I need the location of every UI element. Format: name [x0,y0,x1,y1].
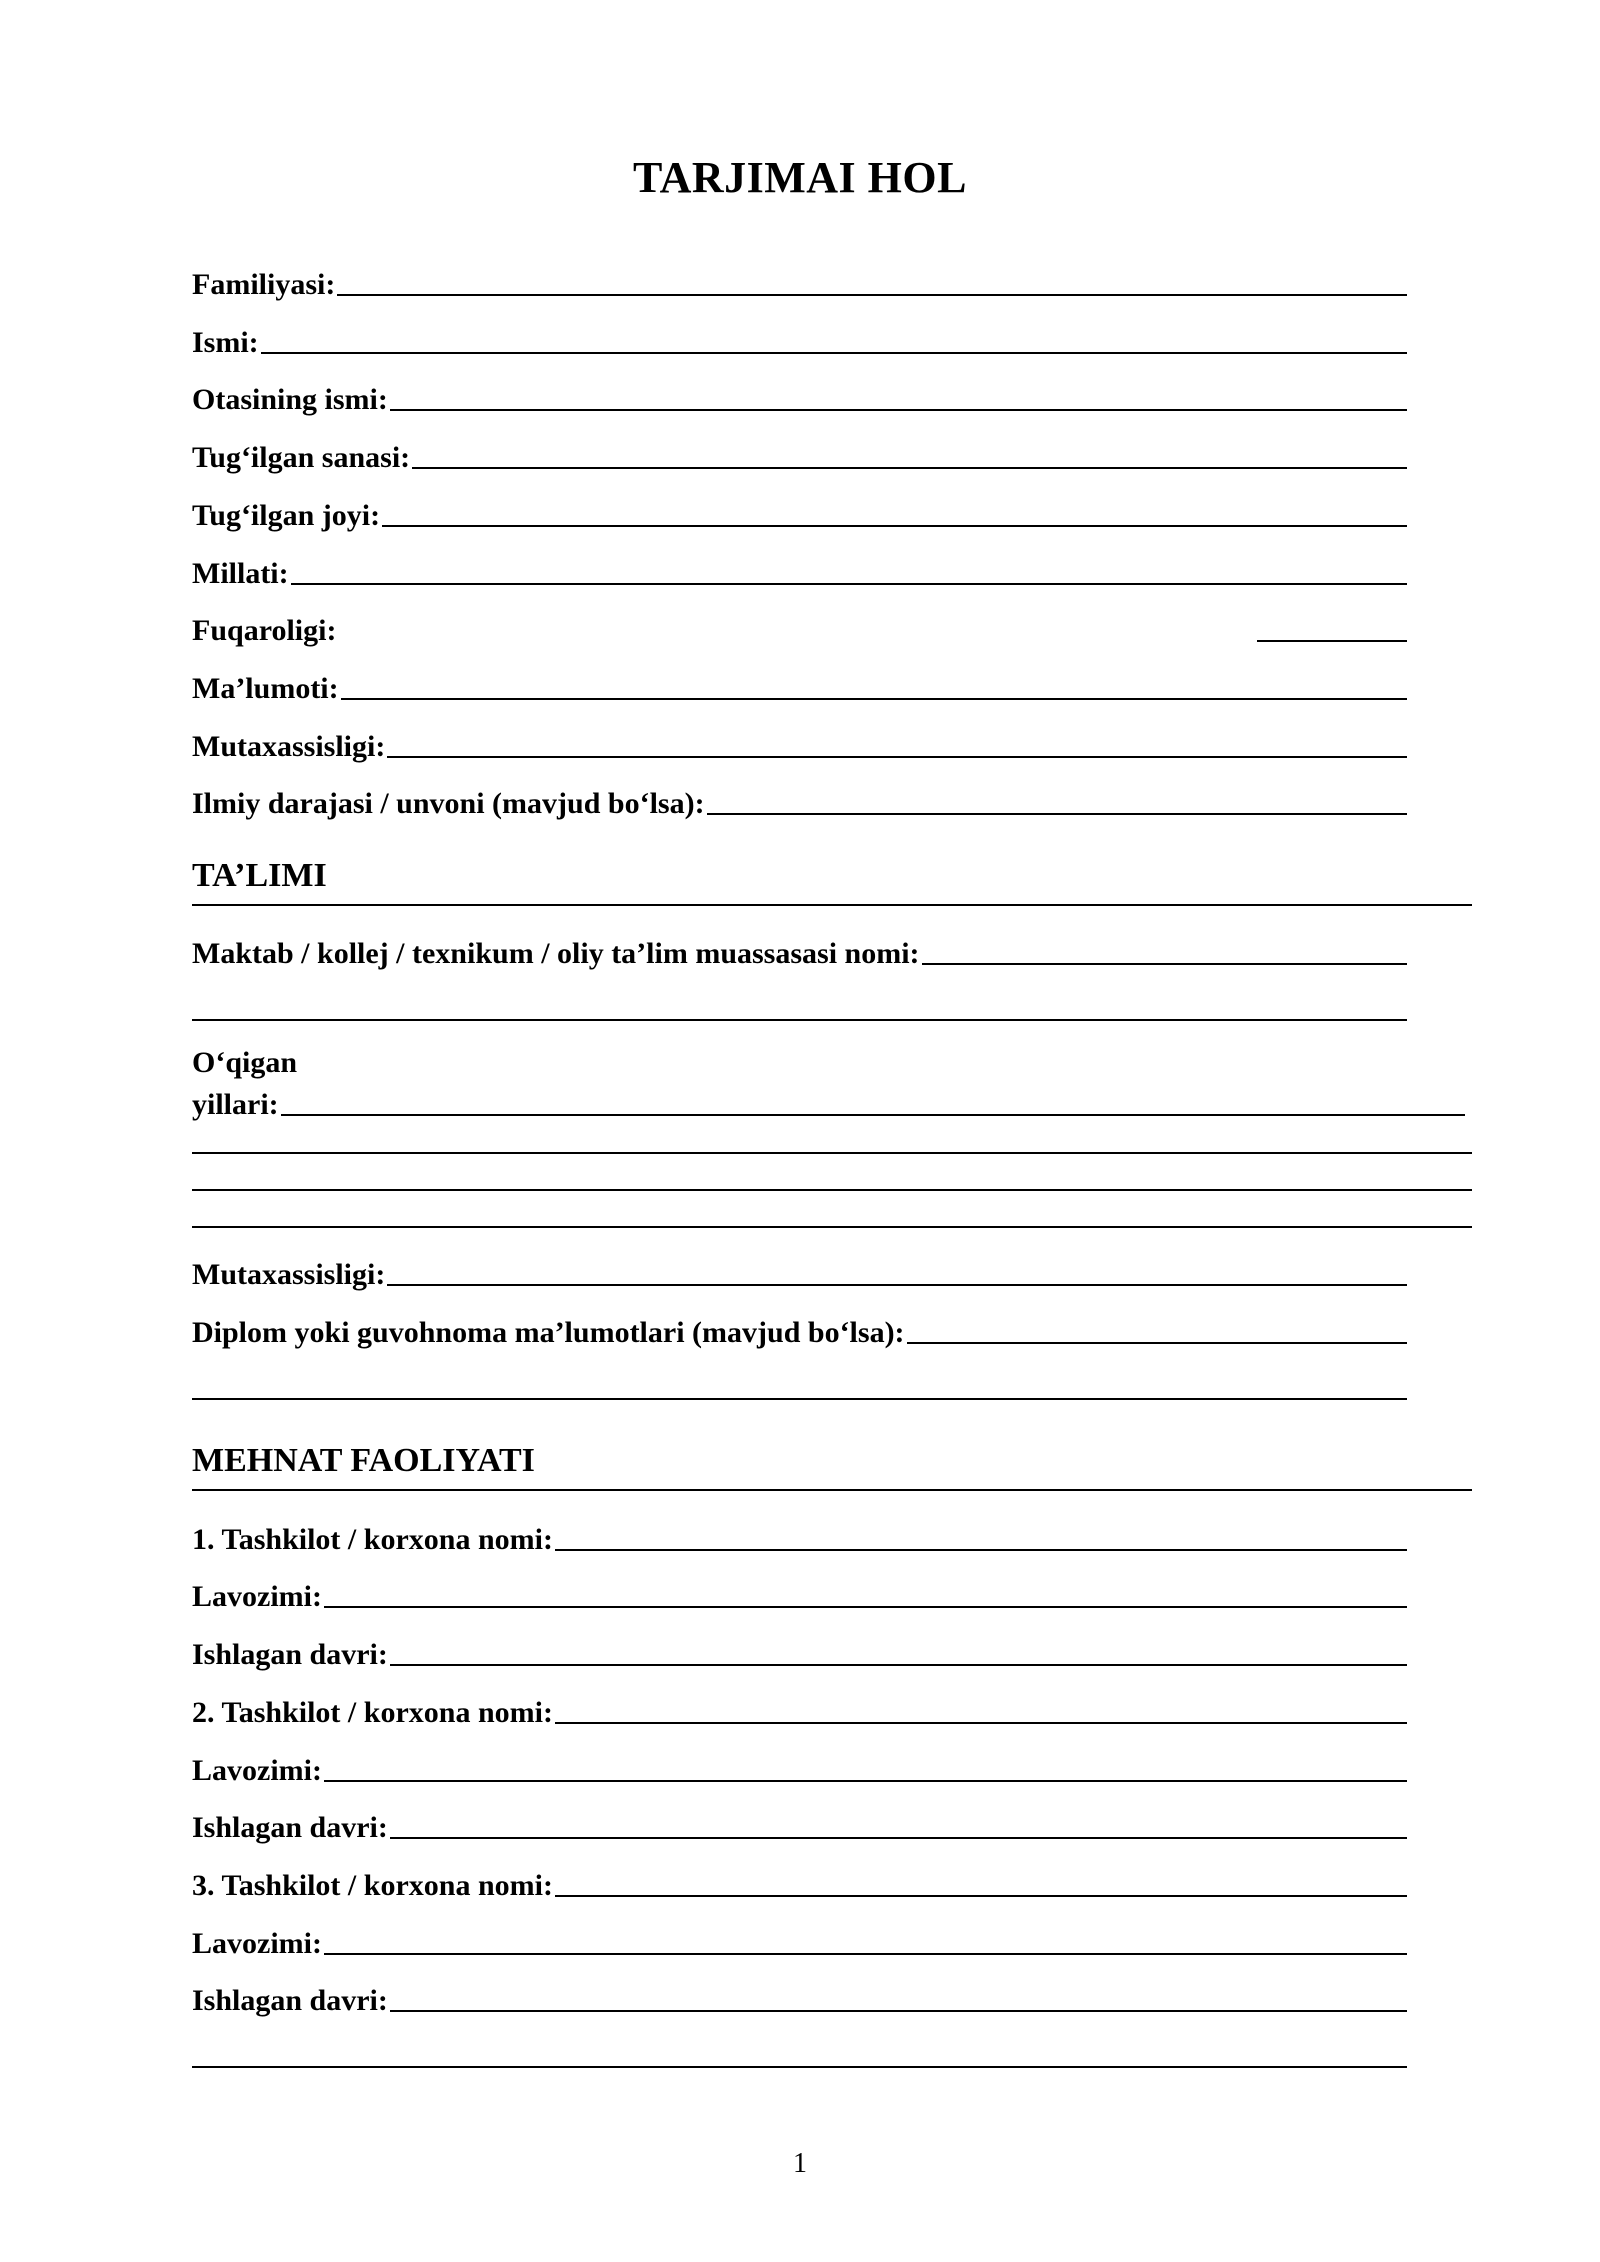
job-1-davri-input-line[interactable] [390,1664,1407,1666]
field-label: Ilmiy darajasi / unvoni (mavjud bo‘lsa): [192,787,705,820]
job-1-tashkilot-input-line[interactable] [555,1549,1407,1551]
field-label: Mutaxassisligi: [192,1258,386,1291]
section-heading-talim: TA’LIMI [192,856,1472,906]
page-title: TARJIMAI HOL [633,153,967,202]
job-2-tashkilot-input-line[interactable] [555,1722,1407,1724]
field-label: Otasining ismi: [192,383,388,416]
job-3-lavozimi-input-line[interactable] [324,1953,1407,1955]
muassasa-input-line[interactable] [922,963,1407,965]
talim-mutaxassisligi-input-line[interactable] [387,1284,1407,1286]
job-1-lavozimi-input-line[interactable] [324,1606,1407,1608]
job-3-tashkilot-input-line[interactable] [555,1895,1407,1897]
yillari-input-line[interactable] [281,1114,1465,1116]
field-job-2-tashkilot [192,1690,1407,1730]
yillari-continuation-line[interactable] [192,1152,1472,1154]
field-label: Familiyasi: [192,268,336,301]
field-label: Ishlagan davri: [192,1811,388,1844]
diplom-input-line[interactable] [907,1342,1407,1344]
field-ilmiy-daraja [192,781,1407,821]
mutaxassisligi-input-line[interactable] [387,756,1407,758]
field-muassasa [192,931,1407,971]
familiyasi-input-line[interactable] [337,294,1407,296]
ismi-input-line[interactable] [261,352,1407,354]
field-job-2-lavozimi [192,1748,1407,1788]
section-heading-mehnat: MEHNAT FAOLIYATI [192,1441,1472,1491]
field-job-2-davri [192,1805,1407,1845]
field-label: Mutaxassisligi: [192,730,386,763]
field-tugilgan-sanasi [192,435,1407,475]
field-yillari [192,1082,1465,1122]
fuqaroligi-input-line[interactable] [1257,640,1407,642]
field-ismi [192,320,1407,360]
field-talim-mutaxassisligi [192,1252,1407,1292]
field-job-1-davri [192,1632,1407,1672]
tugilgan-joyi-input-line[interactable] [382,525,1407,527]
millati-input-line[interactable] [291,583,1407,585]
field-job-3-tashkilot [192,1863,1407,1903]
field-label: Tug‘ilgan joyi: [192,499,381,532]
field-otasining-ismi [192,377,1407,417]
field-familiyasi [192,262,1407,302]
field-label: Ishlagan davri: [192,1984,388,2017]
field-label: Maktab / kollej / texnikum / oliy ta’lim muassasasi nomi: [192,937,920,970]
field-label: Diplom yoki guvohnoma ma’lumotlari (mavjud bo‘lsa): [192,1316,905,1349]
field-label: Lavozimi: [192,1754,322,1787]
yillari-continuation-line[interactable] [192,1226,1472,1228]
job-3-davri-input-line[interactable] [390,2010,1407,2012]
page-number: 1 [793,2148,807,2179]
malumoti-input-line[interactable] [341,698,1407,700]
field-label: 2. Tashkilot / korxona nomi: [192,1696,553,1729]
field-diplom [192,1310,1407,1350]
field-label: Tug‘ilgan sanasi: [192,441,411,474]
field-job-1-lavozimi [192,1574,1407,1614]
field-fuqaroligi [192,608,1407,648]
field-label: Ismi: [192,326,259,359]
field-label: Ma’lumoti: [192,672,339,705]
field-label: Lavozimi: [192,1927,322,1960]
field-malumoti [192,666,1407,706]
job-2-davri-input-line[interactable] [390,1837,1407,1839]
field-job-3-davri [192,1978,1407,2018]
oqigan-label: O‘qigan [192,1046,298,1079]
field-label: Fuqaroligi: [192,614,337,647]
diplom-continuation-line[interactable] [192,1398,1407,1400]
muassasa-continuation-line[interactable] [192,1019,1407,1021]
field-label: 1. Tashkilot / korxona nomi: [192,1523,553,1556]
field-label: 3. Tashkilot / korxona nomi: [192,1869,553,1902]
additional-line[interactable] [192,2066,1407,2068]
field-job-3-lavozimi [192,1921,1407,1961]
field-label: Lavozimi: [192,1580,322,1613]
field-job-1-tashkilot [192,1517,1407,1557]
field-mutaxassisligi [192,724,1407,764]
field-tugilgan-joyi [192,493,1407,533]
ilmiy-daraja-input-line[interactable] [707,813,1407,815]
otasining-ismi-input-line[interactable] [390,409,1407,411]
field-label: yillari: [192,1088,279,1121]
field-label: Ishlagan davri: [192,1638,388,1671]
field-label: Millati: [192,557,289,590]
job-2-lavozimi-input-line[interactable] [324,1780,1407,1782]
field-millati [192,551,1407,591]
tugilgan-sanasi-input-line[interactable] [412,467,1407,469]
yillari-continuation-line[interactable] [192,1189,1472,1191]
